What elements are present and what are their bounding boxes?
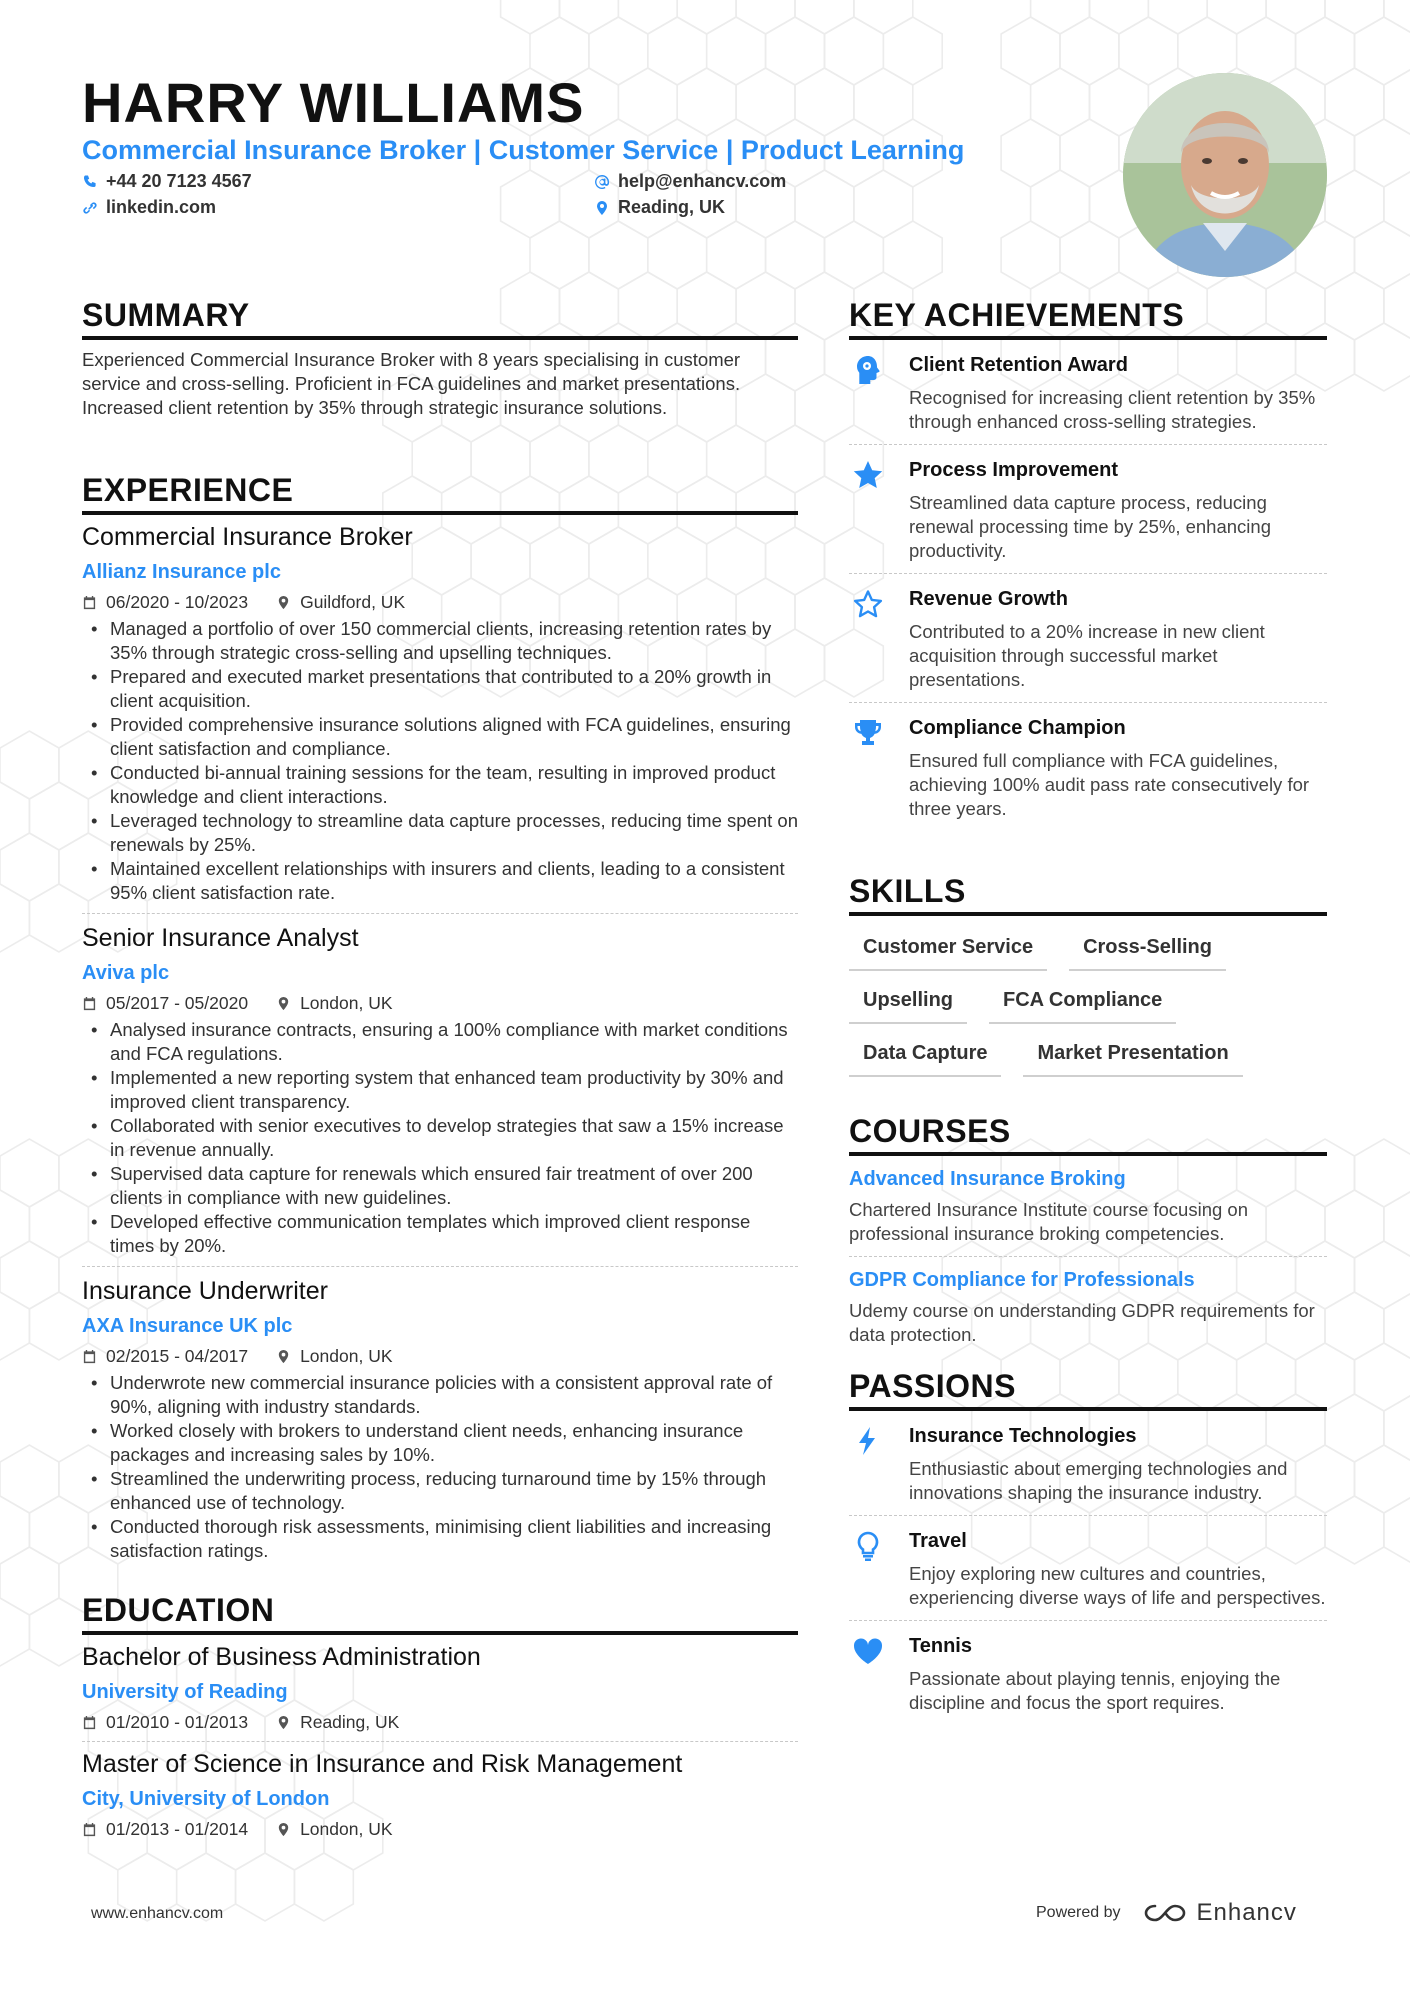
map-pin-icon <box>276 1822 291 1837</box>
email-text: help@enhancv.com <box>618 171 787 191</box>
lightbulb-icon <box>852 1530 884 1562</box>
job-meta <box>82 591 798 613</box>
achievement-title: Revenue Growth <box>909 588 1068 610</box>
job-dates: 02/2015 - 04/2017 <box>106 1346 249 1366</box>
at-icon <box>594 174 610 190</box>
job-title: Insurance Underwriter <box>82 1277 328 1305</box>
job-bullets <box>82 1371 798 1563</box>
contact-phone[interactable] <box>82 171 252 192</box>
school-name: City, University of London <box>82 1788 330 1810</box>
job-location: London, UK <box>300 1346 393 1366</box>
skill-tag: Upselling <box>849 985 967 1024</box>
passions-section <box>849 1368 1327 1725</box>
job-company: Aviva plc <box>82 962 170 984</box>
map-pin-icon <box>276 1349 291 1364</box>
achievement-description: Streamlined data capture process, reducing renewal processing time by 25%, enhancing productivity. <box>909 492 1271 561</box>
job-entry <box>82 521 798 914</box>
achievement-description: Contributed to a 20% increase in new client acquisition through successful market presentations. <box>909 621 1265 690</box>
profile-photo-illustration <box>1123 73 1327 277</box>
phone-icon <box>82 174 98 190</box>
skills-heading: SKILLS <box>849 873 1327 916</box>
bullet-item: • Developed effective communication templates which improved client response times by 20%. <box>82 1210 798 1258</box>
contact-location <box>594 197 725 218</box>
bullet-item: • Underwrote new commercial insurance policies with a consistent approval rate of 90%, aligning with industry standards. <box>82 1371 798 1419</box>
education-entry <box>82 1641 798 1742</box>
achievement-title: Compliance Champion <box>909 717 1126 739</box>
brand-name: Enhancv <box>1196 1899 1297 1926</box>
star-filled-icon <box>852 459 884 491</box>
bullet-item: • Prepared and executed market presentations that contributed to a 20% growth in client acquisition. <box>82 665 798 713</box>
summary-section <box>82 297 798 420</box>
education-meta <box>82 1711 798 1733</box>
passion-item <box>849 1411 1327 1516</box>
bullet-item: • Provided comprehensive insurance solutions aligned with FCA guidelines, ensuring client satisfaction and compliance. <box>82 713 798 761</box>
school-name: University of Reading <box>82 1681 288 1703</box>
passion-description: Enthusiastic about emerging technologies and innovations shaping the insurance industry. <box>909 1458 1288 1503</box>
achievement-title: Process Improvement <box>909 459 1118 481</box>
calendar-icon <box>82 1715 97 1730</box>
map-pin-icon <box>276 595 291 610</box>
skills-section <box>849 873 1327 1077</box>
footer-website[interactable]: www.enhancv.com <box>91 1905 224 1922</box>
bullet-item: • Analysed insurance contracts, ensuring a 100% compliance with market conditions and FCA regulations. <box>82 1018 798 1066</box>
skill-tag: Data Capture <box>849 1038 1001 1077</box>
course-item <box>849 1257 1327 1357</box>
courses-heading: COURSES <box>849 1113 1327 1156</box>
job-meta <box>82 1345 798 1367</box>
contact-linkedin[interactable] <box>82 197 216 218</box>
skill-tag: Cross-Selling <box>1069 932 1226 971</box>
link-icon <box>82 200 98 216</box>
job-location: London, UK <box>300 993 393 1013</box>
bullet-item: • Managed a portfolio of over 150 commercial clients, increasing retention rates by 35% through strategic cross-selling and upselling techniques. <box>82 617 798 665</box>
phone-text: +44 20 7123 4567 <box>106 171 252 191</box>
job-bullets <box>82 617 798 905</box>
education-entry <box>82 1748 798 1848</box>
bullet-item: • Worked closely with brokers to understand client needs, enhancing insurance packages and increasing sales by 10%. <box>82 1419 798 1467</box>
experience-section <box>82 472 798 1579</box>
education-section <box>82 1592 798 1854</box>
bullet-item: • Collaborated with senior executives to develop strategies that saw a 15% increase in revenue annually. <box>82 1114 798 1162</box>
course-title: Advanced Insurance Broking <box>849 1168 1126 1190</box>
passion-description: Enjoy exploring new cultures and countries, experiencing diverse ways of life and perspectives. <box>909 1563 1326 1608</box>
head-icon <box>852 354 884 386</box>
job-title: Commercial Insurance Broker <box>82 523 413 551</box>
skill-tag: Market Presentation <box>1023 1038 1242 1077</box>
bullet-item: • Conducted thorough risk assessments, minimising client liabilities and increasing satisfaction ratings. <box>82 1515 798 1563</box>
bullet-item: • Supervised data capture for renewals which ensured fair treatment of over 200 clients in compliance with new guidelines. <box>82 1162 798 1210</box>
job-dates: 06/2020 - 10/2023 <box>106 592 249 612</box>
passion-title: Travel <box>909 1530 967 1552</box>
job-entry <box>82 1275 798 1571</box>
lightning-icon <box>852 1425 884 1457</box>
skill-tag: FCA Compliance <box>989 985 1176 1024</box>
trophy-icon <box>852 717 884 749</box>
achievement-title: Client Retention Award <box>909 354 1128 376</box>
education-dates: 01/2010 - 01/2013 <box>106 1712 249 1732</box>
candidate-name: HARRY WILLIAMS <box>82 71 585 134</box>
enhancv-logo-icon <box>1143 1902 1187 1924</box>
education-location: Reading, UK <box>300 1712 400 1732</box>
achievement-item <box>849 445 1327 574</box>
job-dates: 05/2017 - 05/2020 <box>106 993 249 1013</box>
job-location: Guildford, UK <box>300 592 406 612</box>
star-outline-icon <box>852 588 884 620</box>
enhancv-brand <box>1143 1899 1297 1927</box>
job-meta <box>82 992 798 1014</box>
candidate-headline: Commercial Insurance Broker | Customer Service | Product Learning <box>82 135 965 165</box>
linkedin-text: linkedin.com <box>106 197 217 217</box>
map-pin-icon <box>594 200 610 216</box>
bullet-item: • Streamlined the underwriting process, reducing turnaround time by 15% through enhanced use of technology. <box>82 1467 798 1515</box>
footer-branding[interactable] <box>1036 1899 1297 1927</box>
course-description: Udemy course on understanding GDPR requirements for data protection. <box>849 1300 1315 1345</box>
education-dates: 01/2013 - 01/2014 <box>106 1819 249 1839</box>
education-meta <box>82 1818 798 1840</box>
profile-photo <box>1123 73 1327 277</box>
calendar-icon <box>82 996 97 1011</box>
summary-heading: SUMMARY <box>82 297 798 340</box>
course-description: Chartered Insurance Institute course focusing on professional insurance broking competencies. <box>849 1199 1249 1244</box>
contact-email[interactable] <box>594 171 786 192</box>
courses-section <box>849 1113 1327 1357</box>
calendar-icon <box>82 1349 97 1364</box>
achievement-description: Recognised for increasing client retention by 35% through enhanced cross-selling strategies. <box>909 387 1316 432</box>
skills-list <box>849 932 1327 1077</box>
bullet-item: • Maintained excellent relationships with insurers and clients, leading to a consistent 95% client satisfaction rate. <box>82 857 798 905</box>
course-item <box>849 1156 1327 1257</box>
job-bullets <box>82 1018 798 1258</box>
degree-title: Master of Science in Insurance and Risk Management <box>82 1750 683 1778</box>
powered-by-label: Powered by <box>1036 1904 1121 1921</box>
achievements-section <box>849 297 1327 831</box>
job-company: Allianz Insurance plc <box>82 561 281 583</box>
job-title: Senior Insurance Analyst <box>82 924 359 952</box>
map-pin-icon <box>276 1715 291 1730</box>
summary-text: Experienced Commercial Insurance Broker with 8 years specialising in customer service and cross-selling. Proficient in FCA guidelines and market presentations. Increased client retention by 35% through strategic insurance solutions. <box>82 349 741 418</box>
heart-icon <box>852 1635 884 1667</box>
skill-tag: Customer Service <box>849 932 1047 971</box>
achievement-description: Ensured full compliance with FCA guidelines, achieving 100% audit pass rate consecutively for three years. <box>909 750 1310 819</box>
map-pin-icon <box>276 996 291 1011</box>
calendar-icon <box>82 1822 97 1837</box>
course-title: GDPR Compliance for Professionals <box>849 1269 1195 1291</box>
location-text: Reading, UK <box>618 197 726 217</box>
bullet-item: • Leveraged technology to streamline data capture processes, reducing time spent on renewals by 25%. <box>82 809 798 857</box>
passion-description: Passionate about playing tennis, enjoying the discipline and focus the sport requires. <box>909 1668 1281 1713</box>
achievement-item <box>849 574 1327 703</box>
experience-heading: EXPERIENCE <box>82 472 798 515</box>
job-entry <box>82 922 798 1267</box>
passion-title: Tennis <box>909 1635 972 1657</box>
education-location: London, UK <box>300 1819 393 1839</box>
passion-item <box>849 1621 1327 1725</box>
achievements-heading: KEY ACHIEVEMENTS <box>849 297 1327 340</box>
passions-heading: PASSIONS <box>849 1368 1327 1411</box>
calendar-icon <box>82 595 97 610</box>
achievement-item <box>849 340 1327 445</box>
job-company: AXA Insurance UK plc <box>82 1315 293 1337</box>
passion-item <box>849 1516 1327 1621</box>
achievement-item <box>849 703 1327 831</box>
degree-title: Bachelor of Business Administration <box>82 1643 481 1671</box>
bullet-item: • Implemented a new reporting system that enhanced team productivity by 30% and improved client transparency. <box>82 1066 798 1114</box>
education-heading: EDUCATION <box>82 1592 798 1635</box>
passion-title: Insurance Technologies <box>909 1425 1137 1447</box>
bullet-item: • Conducted bi-annual training sessions for the team, resulting in improved product knowledge and client interactions. <box>82 761 798 809</box>
